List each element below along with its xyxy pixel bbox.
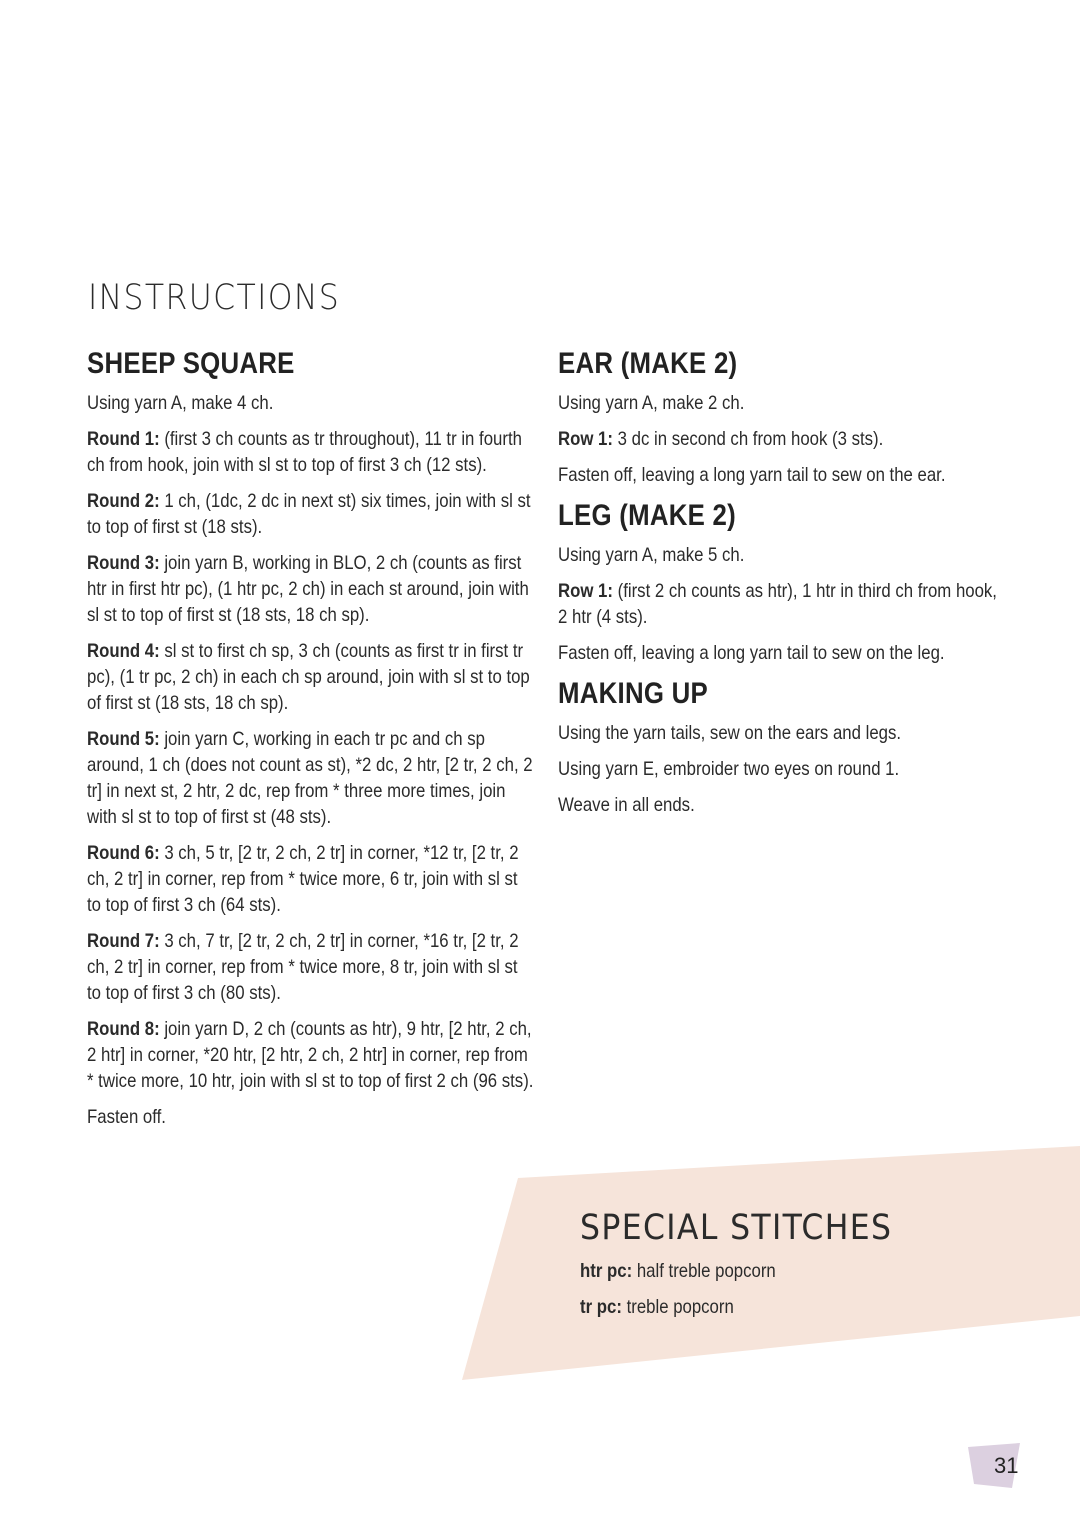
round-label: Round 8: — [87, 1018, 160, 1040]
round-label: Round 5: — [87, 728, 160, 750]
sheep-square-intro: Using yarn A, make 4 ch. — [87, 392, 274, 414]
stitch-abbr: tr pc: — [580, 1296, 622, 1318]
stitch-abbr: htr pc: — [580, 1260, 633, 1282]
round-text: join yarn B, working in BLO, 2 ch (counts as first htr in first htr pc), (1 htr pc, 2 ch) in each st around, join with sl st to top of first st (18 sts, 18 ch sp). — [87, 552, 529, 626]
round-2 — [87, 488, 534, 540]
making-up-line: Weave in all ends. — [558, 794, 695, 816]
leg-row-1 — [558, 578, 1005, 630]
round-7 — [87, 928, 534, 1006]
round-text: 3 ch, 7 tr, [2 tr, 2 ch, 2 tr] in corner, *16 tr, [2 tr, 2 ch, 2 tr] in corner, rep from * twice more, 8 tr, join with sl st to top of first 3 ch (80 sts). — [87, 930, 519, 1004]
special-stitches-heading: SPECIAL STITCHES — [580, 1208, 893, 1248]
round-label: Round 1: — [87, 428, 160, 450]
round-4 — [87, 638, 534, 716]
row-text: (first 2 ch counts as htr), 1 htr in third ch from hook, 2 htr (4 sts). — [558, 580, 997, 628]
round-text: sl st to first ch sp, 3 ch (counts as first tr in first tr pc), (1 tr pc, 2 ch) in each ch sp around, join with sl st to top of first st (18 sts, 18 ch sp). — [87, 640, 530, 714]
leg-heading: LEG (MAKE 2) — [558, 499, 736, 532]
page-title: INSTRUCTIONS — [88, 278, 341, 318]
round-1 — [87, 426, 534, 478]
round-label: Round 6: — [87, 842, 160, 864]
special-stitches-box — [580, 1208, 1020, 1330]
round-3 — [87, 550, 534, 628]
ear-heading: EAR (MAKE 2) — [558, 347, 738, 380]
ear-intro: Using yarn A, make 2 ch. — [558, 392, 745, 414]
sheep-square-outro: Fasten off. — [87, 1106, 166, 1128]
page-number: 31 — [994, 1453, 1019, 1478]
making-up-line: Using yarn E, embroider two eyes on round 1. — [558, 758, 900, 780]
row-text: 3 dc in second ch from hook (3 sts). — [612, 428, 884, 450]
left-column — [87, 346, 607, 1140]
round-text: 1 ch, (1dc, 2 dc in next st) six times, join with sl st to top of first st (18 sts). — [87, 490, 531, 538]
stitch-definition — [580, 1258, 958, 1284]
sheep-square-heading: SHEEP SQUARE — [87, 347, 295, 380]
ear-outro: Fasten off, leaving a long yarn tail to sew on the ear. — [558, 464, 946, 486]
round-8 — [87, 1016, 534, 1094]
round-text: join yarn D, 2 ch (counts as htr), 9 htr, [2 htr, 2 ch, 2 htr] in corner, *20 htr, [2 htr, 2 ch, 2 htr] in corner, rep from * twice more, 10 htr, join with sl st to top of first 2 ch (96 sts). — [87, 1018, 534, 1092]
making-up-heading: MAKING UP — [558, 677, 708, 710]
round-text: (first 3 ch counts as tr throughout), 11 tr in fourth ch from hook, join with sl st to top of first 3 ch (12 sts). — [87, 428, 522, 476]
row-label: Row 1: — [558, 580, 613, 602]
round-label: Round 2: — [87, 490, 160, 512]
leg-outro: Fasten off, leaving a long yarn tail to sew on the leg. — [558, 642, 945, 664]
making-up-line: Using the yarn tails, sew on the ears and legs. — [558, 722, 902, 744]
round-text: 3 ch, 5 tr, [2 tr, 2 ch, 2 tr] in corner, *12 tr, [2 tr, 2 ch, 2 tr] in corner, rep from * twice more, 6 tr, join with sl st to top of first 3 ch (64 sts). — [87, 842, 519, 916]
leg-intro: Using yarn A, make 5 ch. — [558, 544, 745, 566]
ear-row-1 — [558, 426, 1005, 452]
right-column — [558, 346, 1078, 828]
round-label: Round 3: — [87, 552, 160, 574]
stitch-meaning: treble popcorn — [621, 1296, 734, 1318]
round-label: Round 7: — [87, 930, 160, 952]
stitch-meaning: half treble popcorn — [632, 1260, 776, 1282]
row-label: Row 1: — [558, 428, 613, 450]
stitch-definition — [580, 1294, 958, 1320]
round-label: Round 4: — [87, 640, 160, 662]
round-text: join yarn C, working in each tr pc and ch sp around, 1 ch (does not count as st), *2 dc, 2 htr, [2 tr, 2 ch, 2 tr] in next st, 2 htr, 2 dc, rep from * three more times, join with sl st to top of first st (48 sts). — [87, 728, 533, 828]
round-6 — [87, 840, 534, 918]
round-5 — [87, 726, 534, 830]
